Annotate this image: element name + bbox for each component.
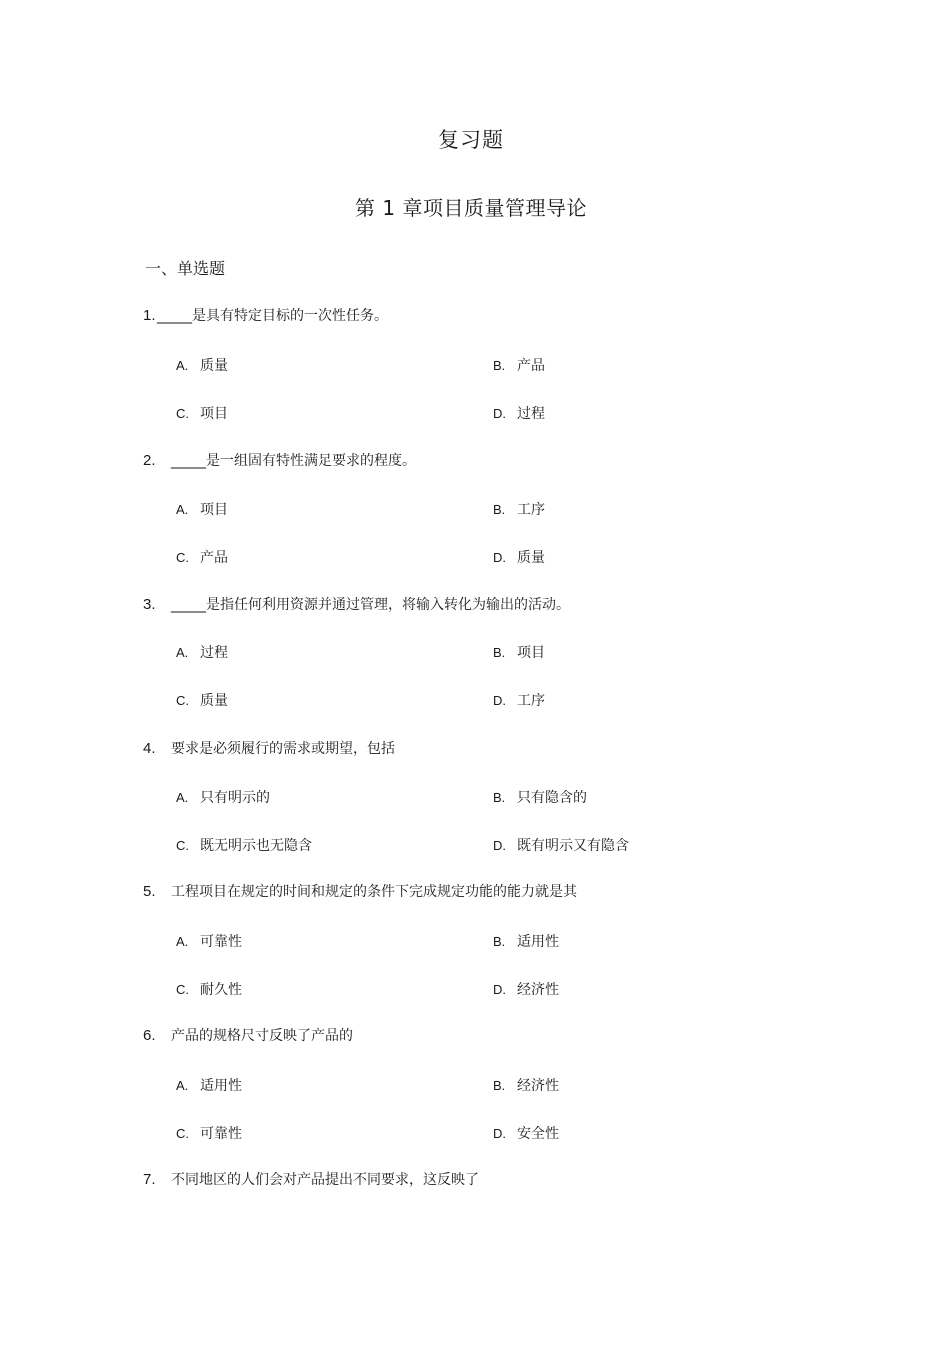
option-key: D.	[493, 1126, 506, 1141]
option-key: B.	[493, 934, 506, 949]
option-key: D.	[493, 406, 506, 421]
option-text: 项目	[517, 645, 545, 661]
option-key: B.	[493, 790, 506, 805]
option-b	[493, 499, 545, 519]
option-c	[176, 979, 242, 999]
question-text: _____是具有特定目标的一次性任务。	[157, 308, 388, 324]
option-a	[176, 355, 228, 375]
question-4	[143, 738, 395, 758]
option-text: 可靠性	[200, 934, 242, 950]
option-d	[493, 547, 545, 567]
option-b	[493, 355, 545, 375]
option-d	[493, 835, 629, 855]
option-key: D.	[493, 982, 506, 997]
option-a	[176, 642, 228, 662]
question-text: 不同地区的人们会对产品提出不同要求，这反映了	[171, 1172, 479, 1188]
option-text: 过程	[517, 406, 545, 422]
option-text: 经济性	[517, 982, 559, 998]
question-number: 6.	[143, 1027, 156, 1044]
chapter-title: 第 1 章项目质量管理导论	[355, 196, 587, 220]
question-2	[143, 450, 416, 470]
option-key: C.	[176, 406, 189, 421]
option-key: C.	[176, 693, 189, 708]
option-key: A.	[176, 934, 189, 949]
question-number: 4.	[143, 740, 156, 757]
option-text: 质量	[200, 358, 228, 374]
option-text: 既无明示也无隐含	[200, 838, 312, 854]
option-d	[493, 403, 545, 423]
option-text: 只有隐含的	[517, 790, 587, 806]
option-text: 产品	[200, 550, 228, 566]
option-text: 经济性	[517, 1078, 559, 1094]
option-key: C.	[176, 550, 189, 565]
option-c	[176, 403, 228, 423]
option-text: 项目	[200, 502, 228, 518]
option-key: B.	[493, 358, 506, 373]
option-text: 工序	[517, 502, 545, 518]
option-key: A.	[176, 1078, 189, 1093]
option-d	[493, 1123, 559, 1143]
question-7	[143, 1169, 479, 1189]
option-a	[176, 787, 270, 807]
option-a	[176, 499, 228, 519]
option-key: B.	[493, 1078, 506, 1093]
option-a	[176, 1075, 242, 1095]
option-text: 耐久性	[200, 982, 242, 998]
option-key: A.	[176, 645, 189, 660]
question-6	[143, 1025, 353, 1045]
option-c	[176, 1123, 242, 1143]
option-key: D.	[493, 550, 506, 565]
question-text: _____是指任何利用资源并通过管理，将输入转化为输出的活动。	[171, 597, 570, 613]
option-key: C.	[176, 1126, 189, 1141]
question-number: 3.	[143, 596, 156, 613]
option-b	[493, 787, 587, 807]
question-number: 7.	[143, 1171, 156, 1188]
option-c	[176, 835, 312, 855]
option-d	[493, 690, 545, 710]
option-key: C.	[176, 982, 189, 997]
option-a	[176, 931, 242, 951]
option-c	[176, 690, 228, 710]
option-b	[493, 1075, 559, 1095]
question-3	[143, 594, 570, 614]
section-heading: 一、单选题	[145, 259, 226, 278]
option-text: 既有明示又有隐含	[517, 838, 629, 854]
option-d	[493, 979, 559, 999]
option-text: 工序	[517, 693, 545, 709]
option-key: C.	[176, 838, 189, 853]
option-key: A.	[176, 358, 189, 373]
option-text: 适用性	[200, 1078, 242, 1094]
option-key: B.	[493, 502, 506, 517]
question-text: 产品的规格尺寸反映了产品的	[171, 1028, 353, 1044]
option-text: 只有明示的	[200, 790, 270, 806]
question-text: 要求是必须履行的需求或期望，包括	[171, 741, 395, 757]
option-text: 质量	[200, 693, 228, 709]
option-key: A.	[176, 790, 189, 805]
option-text: 过程	[200, 645, 228, 661]
question-number: 5.	[143, 883, 156, 900]
option-text: 产品	[517, 358, 545, 374]
option-key: D.	[493, 838, 506, 853]
option-text: 安全性	[517, 1126, 559, 1142]
option-text: 质量	[517, 550, 545, 566]
option-key: D.	[493, 693, 506, 708]
option-key: B.	[493, 645, 506, 660]
document-title: 复习题	[438, 128, 504, 152]
option-key: A.	[176, 502, 189, 517]
question-5	[143, 881, 577, 901]
option-text: 项目	[200, 406, 228, 422]
question-number: 2.	[143, 452, 156, 469]
option-c	[176, 547, 228, 567]
question-1	[143, 305, 388, 325]
option-b	[493, 642, 545, 662]
option-b	[493, 931, 559, 951]
question-text: _____是一组固有特性满足要求的程度。	[171, 453, 416, 469]
question-number: 1.	[143, 307, 156, 324]
question-text: 工程项目在规定的时间和规定的条件下完成规定功能的能力就是其	[171, 884, 577, 900]
option-text: 适用性	[517, 934, 559, 950]
option-text: 可靠性	[200, 1126, 242, 1142]
